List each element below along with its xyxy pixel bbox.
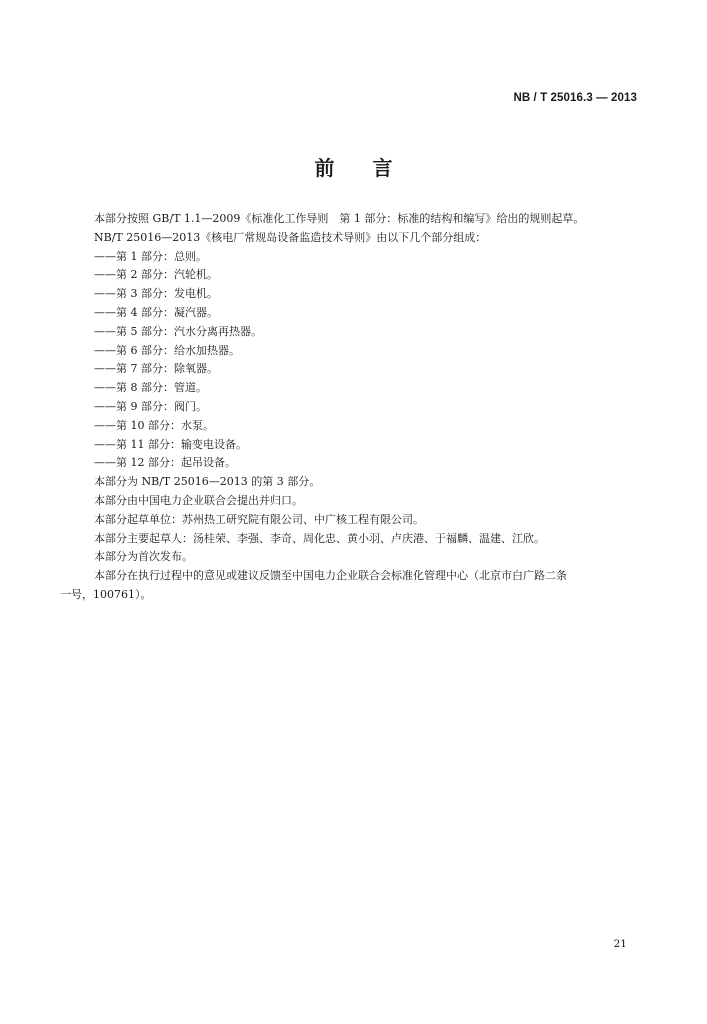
parts-list — [70, 248, 640, 474]
list-item: ——第 10 部分：水泵。 — [94, 418, 214, 432]
list-item: ——第 7 部分：除氧器。 — [94, 362, 218, 376]
list-item: ——第 8 部分：管道。 — [94, 381, 207, 395]
list-item: ——第 5 部分：汽水分离再热器。 — [94, 324, 262, 338]
page-number: 21 — [613, 938, 627, 950]
list-item: ——第 6 部分：给水加热器。 — [94, 343, 240, 357]
page-title — [0, 152, 707, 181]
list-item: ——第 2 部分：汽轮机。 — [94, 268, 218, 282]
list-item: ——第 1 部分：总则。 — [94, 249, 207, 263]
paragraph-first-release: 本部分为首次发布。 — [94, 550, 193, 564]
list-item: ——第 11 部分：输变电设备。 — [94, 437, 247, 451]
list-item: ——第 12 部分：起吊设备。 — [94, 456, 236, 470]
paragraph-composition: NB/T 25016—2013《核电厂常规岛设备监造技术导则》由以下几个部分组成： — [94, 230, 487, 244]
paragraph-feedback-continued: 一号，100761）。 — [60, 587, 152, 601]
foreword-body — [60, 210, 640, 605]
paragraph-drafters: 本部分主要起草人：汤桂荣、李强、李奇、周化忠、黄小羽、卢庆港、于福麟、温建、江欣。 — [94, 531, 545, 545]
list-item: ——第 3 部分：发电机。 — [94, 287, 218, 301]
title-char-1: 前 — [314, 156, 335, 180]
list-item: ——第 4 部分：凝汽器。 — [94, 305, 218, 319]
standard-code: NB / T 25016.3 — 2013 — [513, 92, 637, 104]
paragraph-part-number: 本部分为 NB/T 25016—2013 的第 3 部分。 — [94, 475, 321, 489]
list-item: ——第 9 部分：阀门。 — [94, 399, 207, 413]
title-char-2: 言 — [372, 156, 393, 180]
paragraph-drafting-units: 本部分起草单位：苏州热工研究院有限公司、中广核工程有限公司。 — [94, 512, 424, 526]
paragraph-feedback: 本部分在执行过程中的意见或建议反馈至中国电力企业联合会标准化管理中心（北京市白广路二条 — [94, 569, 567, 583]
paragraph-proposer: 本部分由中国电力企业联合会提出并归口。 — [94, 493, 303, 507]
paragraph-drafting-rules: 本部分按照 GB/T 1.1—2009《标准化工作导则 第 1 部分：标准的结构和编写》给出的规则起草。 — [94, 212, 585, 225]
